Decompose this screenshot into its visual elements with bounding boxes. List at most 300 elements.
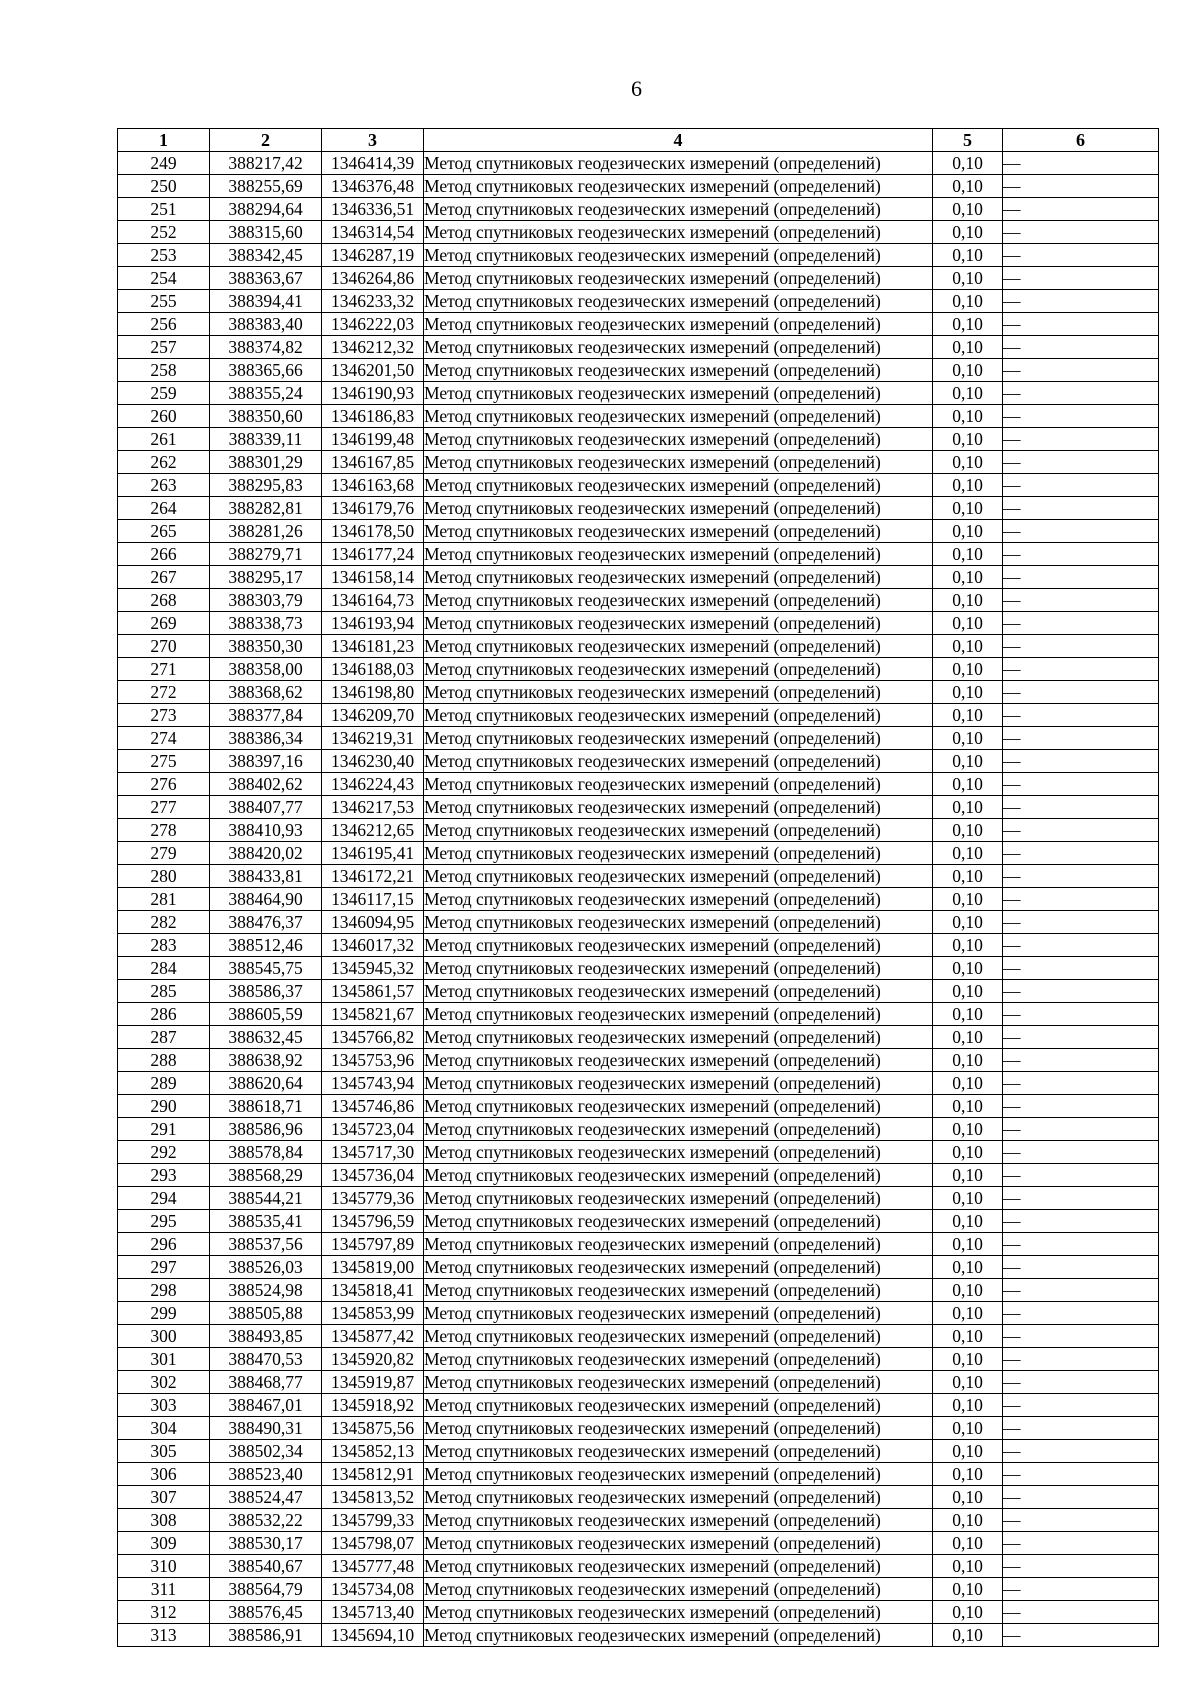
- y-coordinate-cell: 1346376,48: [322, 175, 424, 198]
- point-number-cell: 309: [118, 1532, 210, 1555]
- accuracy-cell: 0,10: [933, 497, 1003, 520]
- note-cell: —: [1003, 1532, 1159, 1555]
- note-cell: —: [1003, 1509, 1159, 1532]
- y-coordinate-cell: 1346158,14: [322, 566, 424, 589]
- note-cell: —: [1003, 382, 1159, 405]
- accuracy-cell: 0,10: [933, 428, 1003, 451]
- method-cell: Метод спутниковых геодезических измерений (определений): [424, 1233, 933, 1256]
- table-body: [118, 152, 1159, 1647]
- accuracy-cell: 0,10: [933, 1003, 1003, 1026]
- note-cell: —: [1003, 727, 1159, 750]
- note-cell: —: [1003, 1371, 1159, 1394]
- table-row: [118, 1210, 1159, 1233]
- y-coordinate-cell: 1345798,07: [322, 1532, 424, 1555]
- table-row: [118, 267, 1159, 290]
- point-number-cell: 303: [118, 1394, 210, 1417]
- accuracy-cell: 0,10: [933, 1555, 1003, 1578]
- note-cell: —: [1003, 1279, 1159, 1302]
- x-coordinate-cell: 388374,82: [210, 336, 322, 359]
- y-coordinate-cell: 1345852,13: [322, 1440, 424, 1463]
- point-number-cell: 257: [118, 336, 210, 359]
- table-row: [118, 1601, 1159, 1624]
- table-row: [118, 244, 1159, 267]
- note-cell: —: [1003, 796, 1159, 819]
- point-number-cell: 306: [118, 1463, 210, 1486]
- x-coordinate-cell: 388279,71: [210, 543, 322, 566]
- note-cell: —: [1003, 957, 1159, 980]
- y-coordinate-cell: 1346230,40: [322, 750, 424, 773]
- table-row: [118, 382, 1159, 405]
- table-row: [118, 612, 1159, 635]
- y-coordinate-cell: 1346190,93: [322, 382, 424, 405]
- method-cell: Метод спутниковых геодезических измерений (определений): [424, 1003, 933, 1026]
- x-coordinate-cell: 388524,47: [210, 1486, 322, 1509]
- method-cell: Метод спутниковых геодезических измерений (определений): [424, 1348, 933, 1371]
- method-cell: Метод спутниковых геодезических измерений (определений): [424, 336, 933, 359]
- x-coordinate-cell: 388467,01: [210, 1394, 322, 1417]
- y-coordinate-cell: 1345818,41: [322, 1279, 424, 1302]
- accuracy-cell: 0,10: [933, 543, 1003, 566]
- y-coordinate-cell: 1345861,57: [322, 980, 424, 1003]
- method-cell: Метод спутниковых геодезических измерений (определений): [424, 1026, 933, 1049]
- x-coordinate-cell: 388470,53: [210, 1348, 322, 1371]
- y-coordinate-cell: 1345753,96: [322, 1049, 424, 1072]
- y-coordinate-cell: 1346414,39: [322, 152, 424, 175]
- method-cell: Метод спутниковых геодезических измерений (определений): [424, 405, 933, 428]
- method-cell: Метод спутниковых геодезических измерений (определений): [424, 773, 933, 796]
- note-cell: —: [1003, 474, 1159, 497]
- point-number-cell: 294: [118, 1187, 210, 1210]
- method-cell: Метод спутниковых геодезических измерений (определений): [424, 980, 933, 1003]
- point-number-cell: 256: [118, 313, 210, 336]
- x-coordinate-cell: 388638,92: [210, 1049, 322, 1072]
- point-number-cell: 281: [118, 888, 210, 911]
- point-number-cell: 273: [118, 704, 210, 727]
- x-coordinate-cell: 388433,81: [210, 865, 322, 888]
- point-number-cell: 252: [118, 221, 210, 244]
- table-row: [118, 589, 1159, 612]
- point-number-cell: 253: [118, 244, 210, 267]
- table-row: [118, 221, 1159, 244]
- note-cell: —: [1003, 1210, 1159, 1233]
- table-row: [118, 1233, 1159, 1256]
- x-coordinate-cell: 388578,84: [210, 1141, 322, 1164]
- y-coordinate-cell: 1346217,53: [322, 796, 424, 819]
- accuracy-cell: 0,10: [933, 474, 1003, 497]
- y-coordinate-cell: 1346094,95: [322, 911, 424, 934]
- y-coordinate-cell: 1345920,82: [322, 1348, 424, 1371]
- table-row: [118, 681, 1159, 704]
- method-cell: Метод спутниковых геодезических измерений (определений): [424, 1118, 933, 1141]
- x-coordinate-cell: 388303,79: [210, 589, 322, 612]
- y-coordinate-cell: 1345813,52: [322, 1486, 424, 1509]
- x-coordinate-cell: 388586,37: [210, 980, 322, 1003]
- y-coordinate-cell: 1345796,59: [322, 1210, 424, 1233]
- y-coordinate-cell: 1346172,21: [322, 865, 424, 888]
- method-cell: Метод спутниковых геодезических измерений (определений): [424, 1256, 933, 1279]
- header-col-2: 2: [210, 129, 322, 152]
- accuracy-cell: 0,10: [933, 934, 1003, 957]
- note-cell: —: [1003, 244, 1159, 267]
- point-number-cell: 274: [118, 727, 210, 750]
- table-row: [118, 175, 1159, 198]
- accuracy-cell: 0,10: [933, 1072, 1003, 1095]
- accuracy-cell: 0,10: [933, 1371, 1003, 1394]
- coordinates-table: [117, 128, 1159, 1647]
- method-cell: Метод спутниковых геодезических измерений (определений): [424, 1509, 933, 1532]
- table-row: [118, 1394, 1159, 1417]
- note-cell: —: [1003, 819, 1159, 842]
- note-cell: —: [1003, 1463, 1159, 1486]
- accuracy-cell: 0,10: [933, 1532, 1003, 1555]
- x-coordinate-cell: 388294,64: [210, 198, 322, 221]
- table-row: [118, 750, 1159, 773]
- y-coordinate-cell: 1345799,33: [322, 1509, 424, 1532]
- method-cell: Метод спутниковых геодезических измерений (определений): [424, 1463, 933, 1486]
- y-coordinate-cell: 1345779,36: [322, 1187, 424, 1210]
- method-cell: Метод спутниковых геодезических измерений (определений): [424, 152, 933, 175]
- accuracy-cell: 0,10: [933, 1279, 1003, 1302]
- x-coordinate-cell: 388523,40: [210, 1463, 322, 1486]
- accuracy-cell: 0,10: [933, 635, 1003, 658]
- table-row: [118, 428, 1159, 451]
- point-number-cell: 297: [118, 1256, 210, 1279]
- x-coordinate-cell: 388282,81: [210, 497, 322, 520]
- note-cell: —: [1003, 543, 1159, 566]
- x-coordinate-cell: 388505,88: [210, 1302, 322, 1325]
- point-number-cell: 260: [118, 405, 210, 428]
- x-coordinate-cell: 388295,83: [210, 474, 322, 497]
- note-cell: —: [1003, 589, 1159, 612]
- point-number-cell: 278: [118, 819, 210, 842]
- x-coordinate-cell: 388526,03: [210, 1256, 322, 1279]
- point-number-cell: 266: [118, 543, 210, 566]
- note-cell: —: [1003, 1003, 1159, 1026]
- point-number-cell: 277: [118, 796, 210, 819]
- note-cell: —: [1003, 681, 1159, 704]
- table-row: [118, 359, 1159, 382]
- x-coordinate-cell: 388468,77: [210, 1371, 322, 1394]
- table-row: [118, 911, 1159, 934]
- y-coordinate-cell: 1345919,87: [322, 1371, 424, 1394]
- x-coordinate-cell: 388339,11: [210, 428, 322, 451]
- x-coordinate-cell: 388350,30: [210, 635, 322, 658]
- method-cell: Метод спутниковых геодезических измерений (определений): [424, 1187, 933, 1210]
- method-cell: Метод спутниковых геодезических измерений (определений): [424, 497, 933, 520]
- y-coordinate-cell: 1345743,94: [322, 1072, 424, 1095]
- y-coordinate-cell: 1346193,94: [322, 612, 424, 635]
- table-row: [118, 980, 1159, 1003]
- point-number-cell: 286: [118, 1003, 210, 1026]
- x-coordinate-cell: 388502,34: [210, 1440, 322, 1463]
- note-cell: —: [1003, 267, 1159, 290]
- point-number-cell: 279: [118, 842, 210, 865]
- y-coordinate-cell: 1346017,32: [322, 934, 424, 957]
- y-coordinate-cell: 1346179,76: [322, 497, 424, 520]
- y-coordinate-cell: 1346287,19: [322, 244, 424, 267]
- point-number-cell: 284: [118, 957, 210, 980]
- x-coordinate-cell: 388394,41: [210, 290, 322, 313]
- table-row: [118, 1486, 1159, 1509]
- method-cell: Метод спутниковых геодезических измерений (определений): [424, 1095, 933, 1118]
- table-row: [118, 1049, 1159, 1072]
- y-coordinate-cell: 1346163,68: [322, 474, 424, 497]
- accuracy-cell: 0,10: [933, 1187, 1003, 1210]
- point-number-cell: 305: [118, 1440, 210, 1463]
- method-cell: Метод спутниковых геодезических измерений (определений): [424, 1210, 933, 1233]
- accuracy-cell: 0,10: [933, 1118, 1003, 1141]
- x-coordinate-cell: 388402,62: [210, 773, 322, 796]
- table-row: [118, 1118, 1159, 1141]
- point-number-cell: 275: [118, 750, 210, 773]
- accuracy-cell: 0,10: [933, 198, 1003, 221]
- accuracy-cell: 0,10: [933, 1394, 1003, 1417]
- y-coordinate-cell: 1346186,83: [322, 405, 424, 428]
- y-coordinate-cell: 1346314,54: [322, 221, 424, 244]
- x-coordinate-cell: 388255,69: [210, 175, 322, 198]
- note-cell: —: [1003, 865, 1159, 888]
- point-number-cell: 254: [118, 267, 210, 290]
- table-row: [118, 1440, 1159, 1463]
- point-number-cell: 282: [118, 911, 210, 934]
- table-row: [118, 405, 1159, 428]
- table-row: [118, 313, 1159, 336]
- accuracy-cell: 0,10: [933, 1417, 1003, 1440]
- accuracy-cell: 0,10: [933, 1325, 1003, 1348]
- point-number-cell: 270: [118, 635, 210, 658]
- method-cell: Метод спутниковых геодезических измерений (определений): [424, 842, 933, 865]
- table-row: [118, 1371, 1159, 1394]
- x-coordinate-cell: 388295,17: [210, 566, 322, 589]
- accuracy-cell: 0,10: [933, 796, 1003, 819]
- method-cell: Метод спутниковых геодезических измерений (определений): [424, 1532, 933, 1555]
- point-number-cell: 298: [118, 1279, 210, 1302]
- x-coordinate-cell: 388410,93: [210, 819, 322, 842]
- accuracy-cell: 0,10: [933, 1440, 1003, 1463]
- x-coordinate-cell: 388524,98: [210, 1279, 322, 1302]
- point-number-cell: 307: [118, 1486, 210, 1509]
- y-coordinate-cell: 1346164,73: [322, 589, 424, 612]
- method-cell: Метод спутниковых геодезических измерений (определений): [424, 934, 933, 957]
- accuracy-cell: 0,10: [933, 1463, 1003, 1486]
- accuracy-cell: 0,10: [933, 405, 1003, 428]
- header-col-3: 3: [322, 129, 424, 152]
- note-cell: —: [1003, 198, 1159, 221]
- table-row: [118, 1256, 1159, 1279]
- point-number-cell: 312: [118, 1601, 210, 1624]
- note-cell: —: [1003, 1026, 1159, 1049]
- method-cell: Метод спутниковых геодезических измерений (определений): [424, 520, 933, 543]
- note-cell: —: [1003, 1601, 1159, 1624]
- method-cell: Метод спутниковых геодезических измерений (определений): [424, 1486, 933, 1509]
- point-number-cell: 310: [118, 1555, 210, 1578]
- page-number: 6: [631, 76, 642, 101]
- accuracy-cell: 0,10: [933, 750, 1003, 773]
- method-cell: Метод спутниковых геодезических измерений (определений): [424, 589, 933, 612]
- table-row: [118, 704, 1159, 727]
- y-coordinate-cell: 1346222,03: [322, 313, 424, 336]
- x-coordinate-cell: 388315,60: [210, 221, 322, 244]
- x-coordinate-cell: 388545,75: [210, 957, 322, 980]
- method-cell: Метод спутниковых геодезических измерений (определений): [424, 911, 933, 934]
- accuracy-cell: 0,10: [933, 451, 1003, 474]
- method-cell: Метод спутниковых геодезических измерений (определений): [424, 175, 933, 198]
- table-row: [118, 1463, 1159, 1486]
- y-coordinate-cell: 1346212,65: [322, 819, 424, 842]
- table-row: [118, 658, 1159, 681]
- method-cell: Метод спутниковых геодезических измерений (определений): [424, 1555, 933, 1578]
- table-row: [118, 1095, 1159, 1118]
- table-row: [118, 1279, 1159, 1302]
- point-number-cell: 289: [118, 1072, 210, 1095]
- note-cell: —: [1003, 1072, 1159, 1095]
- note-cell: —: [1003, 1049, 1159, 1072]
- y-coordinate-cell: 1346233,32: [322, 290, 424, 313]
- point-number-cell: 272: [118, 681, 210, 704]
- point-number-cell: 283: [118, 934, 210, 957]
- note-cell: —: [1003, 1233, 1159, 1256]
- table-row: [118, 1532, 1159, 1555]
- accuracy-cell: 0,10: [933, 152, 1003, 175]
- y-coordinate-cell: 1345812,91: [322, 1463, 424, 1486]
- accuracy-cell: 0,10: [933, 911, 1003, 934]
- table-row: [118, 842, 1159, 865]
- y-coordinate-cell: 1346167,85: [322, 451, 424, 474]
- method-cell: Метод спутниковых геодезических измерений (определений): [424, 727, 933, 750]
- note-cell: —: [1003, 1325, 1159, 1348]
- table-row: [118, 198, 1159, 221]
- note-cell: —: [1003, 612, 1159, 635]
- x-coordinate-cell: 388338,73: [210, 612, 322, 635]
- y-coordinate-cell: 1346181,23: [322, 635, 424, 658]
- method-cell: Метод спутниковых геодезических измерений (определений): [424, 1279, 933, 1302]
- accuracy-cell: 0,10: [933, 1095, 1003, 1118]
- x-coordinate-cell: 388281,26: [210, 520, 322, 543]
- x-coordinate-cell: 388537,56: [210, 1233, 322, 1256]
- method-cell: Метод спутниковых геодезических измерений (определений): [424, 1141, 933, 1164]
- point-number-cell: 299: [118, 1302, 210, 1325]
- note-cell: —: [1003, 1486, 1159, 1509]
- note-cell: —: [1003, 175, 1159, 198]
- method-cell: Метод спутниковых геодезических измерений (определений): [424, 1601, 933, 1624]
- method-cell: Метод спутниковых геодезических измерений (определений): [424, 1417, 933, 1440]
- table-row: [118, 543, 1159, 566]
- note-cell: —: [1003, 1118, 1159, 1141]
- method-cell: Метод спутниковых геодезических измерений (определений): [424, 635, 933, 658]
- accuracy-cell: 0,10: [933, 704, 1003, 727]
- point-number-cell: 276: [118, 773, 210, 796]
- method-cell: Метод спутниковых геодезических измерений (определений): [424, 451, 933, 474]
- y-coordinate-cell: 1345797,89: [322, 1233, 424, 1256]
- note-cell: —: [1003, 704, 1159, 727]
- accuracy-cell: 0,10: [933, 727, 1003, 750]
- accuracy-cell: 0,10: [933, 1049, 1003, 1072]
- x-coordinate-cell: 388605,59: [210, 1003, 322, 1026]
- table-row: [118, 796, 1159, 819]
- method-cell: Метод спутниковых геодезических измерений (определений): [424, 681, 933, 704]
- note-cell: —: [1003, 1417, 1159, 1440]
- y-coordinate-cell: 1345723,04: [322, 1118, 424, 1141]
- y-coordinate-cell: 1346117,15: [322, 888, 424, 911]
- note-cell: —: [1003, 566, 1159, 589]
- point-number-cell: 250: [118, 175, 210, 198]
- accuracy-cell: 0,10: [933, 658, 1003, 681]
- accuracy-cell: 0,10: [933, 1233, 1003, 1256]
- accuracy-cell: 0,10: [933, 612, 1003, 635]
- point-number-cell: 251: [118, 198, 210, 221]
- accuracy-cell: 0,10: [933, 842, 1003, 865]
- table-row: [118, 1072, 1159, 1095]
- x-coordinate-cell: 388576,45: [210, 1601, 322, 1624]
- point-number-cell: 287: [118, 1026, 210, 1049]
- table-header-row: [118, 129, 1159, 152]
- note-cell: —: [1003, 635, 1159, 658]
- note-cell: —: [1003, 1164, 1159, 1187]
- note-cell: —: [1003, 405, 1159, 428]
- x-coordinate-cell: 388493,85: [210, 1325, 322, 1348]
- x-coordinate-cell: 388464,90: [210, 888, 322, 911]
- point-number-cell: 290: [118, 1095, 210, 1118]
- x-coordinate-cell: 388217,42: [210, 152, 322, 175]
- accuracy-cell: 0,10: [933, 957, 1003, 980]
- accuracy-cell: 0,10: [933, 773, 1003, 796]
- y-coordinate-cell: 1345736,04: [322, 1164, 424, 1187]
- point-number-cell: 302: [118, 1371, 210, 1394]
- note-cell: —: [1003, 1095, 1159, 1118]
- note-cell: —: [1003, 658, 1159, 681]
- y-coordinate-cell: 1346336,51: [322, 198, 424, 221]
- table-row: [118, 1003, 1159, 1026]
- x-coordinate-cell: 388490,31: [210, 1417, 322, 1440]
- note-cell: —: [1003, 221, 1159, 244]
- table-row: [118, 773, 1159, 796]
- table-row: [118, 1325, 1159, 1348]
- method-cell: Метод спутниковых геодезических измерений (определений): [424, 1371, 933, 1394]
- x-coordinate-cell: 388342,45: [210, 244, 322, 267]
- note-cell: —: [1003, 520, 1159, 543]
- method-cell: Метод спутниковых геодезических измерений (определений): [424, 865, 933, 888]
- accuracy-cell: 0,10: [933, 1601, 1003, 1624]
- method-cell: Метод спутниковых геодезических измерений (определений): [424, 1394, 933, 1417]
- table-row: [118, 934, 1159, 957]
- y-coordinate-cell: 1345777,48: [322, 1555, 424, 1578]
- accuracy-cell: 0,10: [933, 566, 1003, 589]
- note-cell: —: [1003, 934, 1159, 957]
- y-coordinate-cell: 1346264,86: [322, 267, 424, 290]
- accuracy-cell: 0,10: [933, 980, 1003, 1003]
- accuracy-cell: 0,10: [933, 1302, 1003, 1325]
- table-row: [118, 497, 1159, 520]
- table-row: [118, 1026, 1159, 1049]
- accuracy-cell: 0,10: [933, 520, 1003, 543]
- x-coordinate-cell: 388586,96: [210, 1118, 322, 1141]
- point-number-cell: 259: [118, 382, 210, 405]
- point-number-cell: 263: [118, 474, 210, 497]
- accuracy-cell: 0,10: [933, 1164, 1003, 1187]
- method-cell: Метод спутниковых геодезических измерений (определений): [424, 612, 933, 635]
- y-coordinate-cell: 1345766,82: [322, 1026, 424, 1049]
- y-coordinate-cell: 1346212,32: [322, 336, 424, 359]
- x-coordinate-cell: 388632,45: [210, 1026, 322, 1049]
- method-cell: Метод спутниковых геодезических измерений (определений): [424, 290, 933, 313]
- accuracy-cell: 0,10: [933, 359, 1003, 382]
- y-coordinate-cell: 1345877,42: [322, 1325, 424, 1348]
- accuracy-cell: 0,10: [933, 1026, 1003, 1049]
- y-coordinate-cell: 1346224,43: [322, 773, 424, 796]
- x-coordinate-cell: 388568,29: [210, 1164, 322, 1187]
- note-cell: —: [1003, 750, 1159, 773]
- y-coordinate-cell: 1345734,08: [322, 1578, 424, 1601]
